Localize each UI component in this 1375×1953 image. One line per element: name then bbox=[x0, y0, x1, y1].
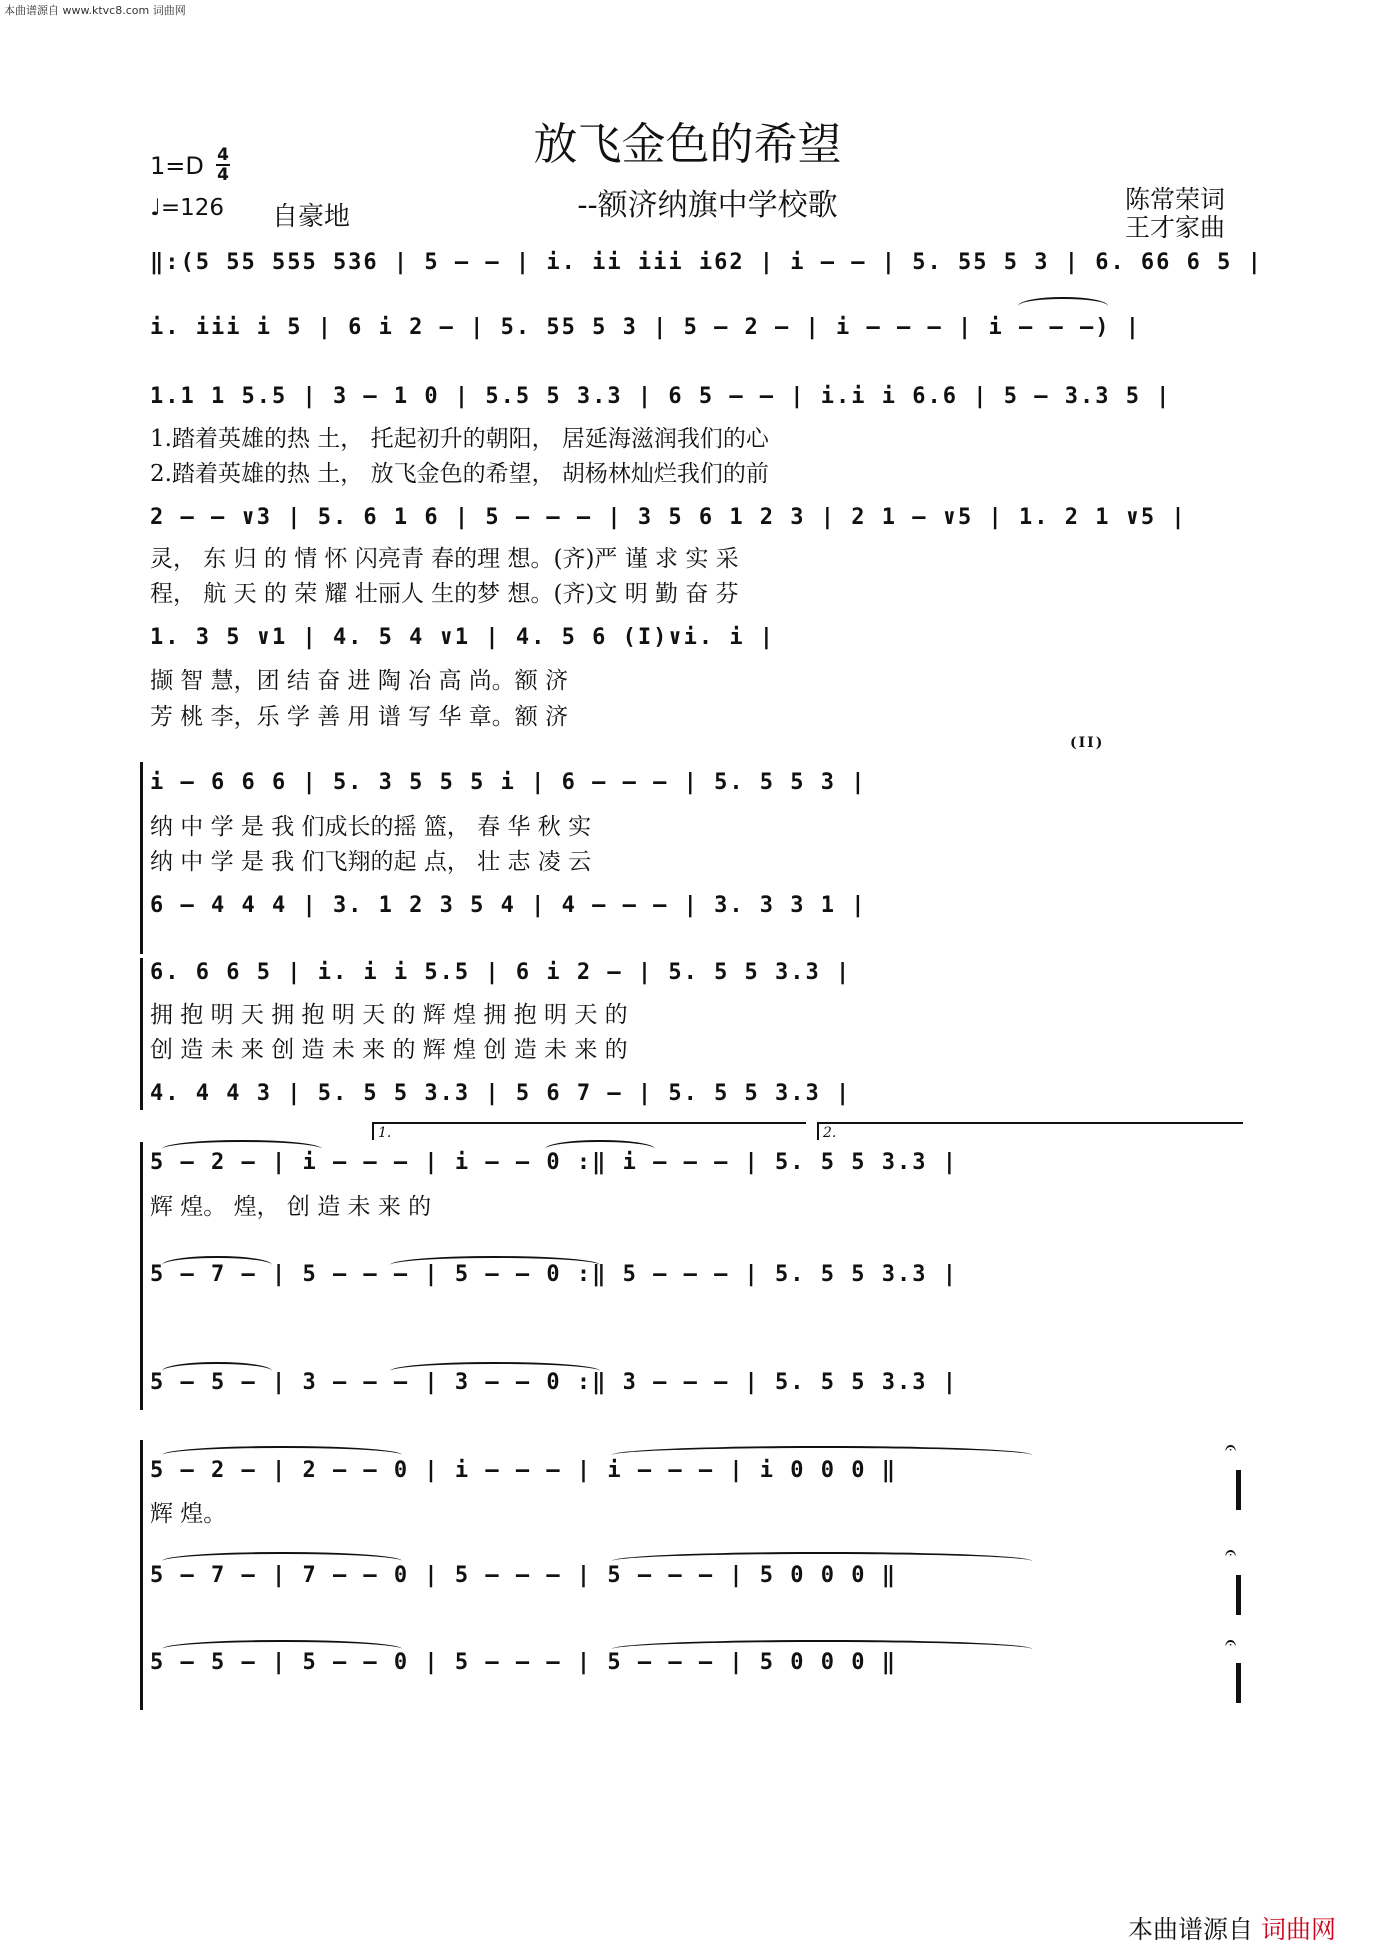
slur bbox=[612, 1640, 1032, 1658]
slur bbox=[545, 1140, 655, 1158]
system-brace bbox=[140, 1440, 143, 1710]
notation-line: 5 — 7 — | 7 — — 0 | 5 — — — | 5 — — — | 5 0 0 0 ‖ bbox=[150, 1563, 898, 1588]
slur bbox=[162, 1256, 272, 1274]
watermark-bottom-source: 本曲谱源自 bbox=[1128, 1915, 1254, 1944]
fermata-icon: 𝄐 bbox=[1225, 1540, 1237, 1564]
notation-line: 5 — 7 — | 5 — — — | 5 — — 0 :‖ 5 — — — | 5. 5 5 3.3 | bbox=[150, 1262, 958, 1287]
song-title: 放飞金色的希望 bbox=[533, 119, 842, 170]
notation-line: 6 — 4 4 4 | 3. 1 2 3 5 4 | 4 — — — | 3. 3 3 1 | bbox=[150, 893, 867, 918]
notation-line: 5 — 2 — | i — — — | i — — 0 :‖ i — — — | 5. 5 5 3.3 | bbox=[150, 1150, 958, 1175]
lyric-line: 拥 抱 明 天 拥 抱 明 天 的 辉 煌 拥 抱 明 天 的 bbox=[150, 1002, 628, 1028]
lyric-line: 纳 中 学 是 我 们成长的摇 篮， 春 华 秋 实 bbox=[150, 814, 592, 840]
notation-line: ‖:(5 55 555 536 | 5 — — | i. ii iii i62 | i — — | 5. 55 5 3 | 6. 66 6 5 | bbox=[150, 250, 1263, 275]
song-subtitle: --额济纳旗中学校歌 bbox=[577, 188, 838, 223]
lyric-line: 1.踏着英雄的热 土， 托起初升的朝阳， 居延海滋润我们的心 bbox=[150, 426, 769, 452]
lyric-line: 辉 煌。 煌， 创 造 未 来 的 bbox=[150, 1194, 432, 1220]
watermark-bottom-site: 词曲网 bbox=[1260, 1915, 1336, 1944]
section-mark: (II) bbox=[1070, 735, 1105, 751]
lyric-line: 灵， 东 归 的 情 怀 闪亮青 春的理 想。(齐)严 谨 求 实 采 bbox=[150, 546, 739, 572]
slur bbox=[162, 1552, 402, 1570]
expression-marking: 自豪地 bbox=[272, 202, 351, 232]
watermark-bottom bbox=[1128, 1910, 1336, 1946]
volta-first-ending: 1. bbox=[372, 1122, 806, 1140]
volta-second-ending: 2. bbox=[817, 1122, 1243, 1140]
system-brace bbox=[140, 762, 143, 954]
notation-line: 1. 3 5 ∨1 | 4. 5 4 ∨1 | 4. 5 6 (I)∨i. i | bbox=[150, 625, 776, 650]
notation-line: 5 — 5 — | 5 — — 0 | 5 — — — | 5 — — — | 5 0 0 0 ‖ bbox=[150, 1650, 898, 1675]
lyric-line: 程， 航 天 的 荣 耀 壮丽人 生的梦 想。(齐)文 明 勤 奋 芬 bbox=[150, 581, 739, 607]
notation-line: i. iii i 5 | 6 i 2 — | 5. 55 5 3 | 5 — 2 — | i — — — | i — — —) | bbox=[150, 315, 1141, 340]
fermata-icon: 𝄐 bbox=[1225, 1435, 1237, 1459]
time-signature bbox=[216, 146, 230, 184]
slur bbox=[162, 1446, 402, 1464]
final-barline bbox=[1236, 1575, 1241, 1615]
slur bbox=[612, 1446, 1032, 1464]
slur bbox=[390, 1256, 600, 1274]
notation-line: 6. 6 6 5 | i. i i 5.5 | 6 i 2 — | 5. 5 5 3.3 | bbox=[150, 960, 852, 985]
slur bbox=[390, 1362, 600, 1380]
final-barline bbox=[1236, 1470, 1241, 1510]
notation-line: 5 — 5 — | 3 — — — | 3 — — 0 :‖ 3 — — — | 5. 5 5 3.3 | bbox=[150, 1370, 958, 1395]
slur bbox=[1018, 297, 1108, 315]
final-barline bbox=[1236, 1663, 1241, 1703]
lyric-line: 创 造 未 来 创 造 未 来 的 辉 煌 创 造 未 来 的 bbox=[150, 1037, 628, 1063]
lyric-line: 2.踏着英雄的热 土， 放飞金色的希望， 胡杨林灿烂我们的前 bbox=[150, 461, 769, 487]
notation-line: 2 — — ∨3 | 5. 6 1 6 | 5 — — — | 3 5 6 1 2 3 | 2 1 — ∨5 | 1. 2 1 ∨5 | bbox=[150, 505, 1187, 530]
tempo-marking: ♩=126 bbox=[150, 195, 225, 221]
lyric-line: 纳 中 学 是 我 们飞翔的起 点， 壮 志 凌 云 bbox=[150, 849, 592, 875]
notation-line: 4. 4 4 3 | 5. 5 5 3.3 | 5 6 7 — | 5. 5 5 3.3 | bbox=[150, 1081, 852, 1106]
lyric-line: 辉 煌。 bbox=[150, 1501, 227, 1527]
time-signature-top: 4 bbox=[217, 145, 229, 165]
lyric-line: 撷 智 慧，团 结 奋 进 陶 冶 高 尚。额 济 bbox=[150, 668, 569, 694]
system-brace bbox=[140, 1142, 143, 1410]
slur bbox=[162, 1140, 322, 1158]
time-signature-bottom: 4 bbox=[217, 165, 229, 185]
composer-credit: 王才家曲 bbox=[1125, 213, 1226, 242]
notation-line: 1.1 1 5.5 | 3 — 1 0 | 5.5 5 3.3 | 6 5 — — | i.i i 6.6 | 5 — 3.3 5 | bbox=[150, 384, 1172, 409]
key-signature: 1=D bbox=[150, 152, 204, 180]
lyric-line: 芳 桃 李，乐 学 善 用 谱 写 华 章。额 济 bbox=[150, 704, 569, 730]
system-brace bbox=[140, 958, 143, 1110]
notation-line: i — 6 6 6 | 5. 3 5 5 5 i | 6 — — — | 5. 5 5 3 | bbox=[150, 770, 867, 795]
slur bbox=[162, 1640, 402, 1658]
slur bbox=[612, 1552, 1032, 1570]
watermark-top: 本曲谱源自 www.ktvc8.com 词曲网 bbox=[4, 4, 186, 17]
fermata-icon: 𝄐 bbox=[1225, 1630, 1237, 1654]
slur bbox=[162, 1362, 272, 1380]
lyricist-credit: 陈常荣词 bbox=[1125, 185, 1226, 214]
notation-line: 5 — 2 — | 2 — — 0 | i — — — | i — — — | i 0 0 0 ‖ bbox=[150, 1458, 898, 1483]
